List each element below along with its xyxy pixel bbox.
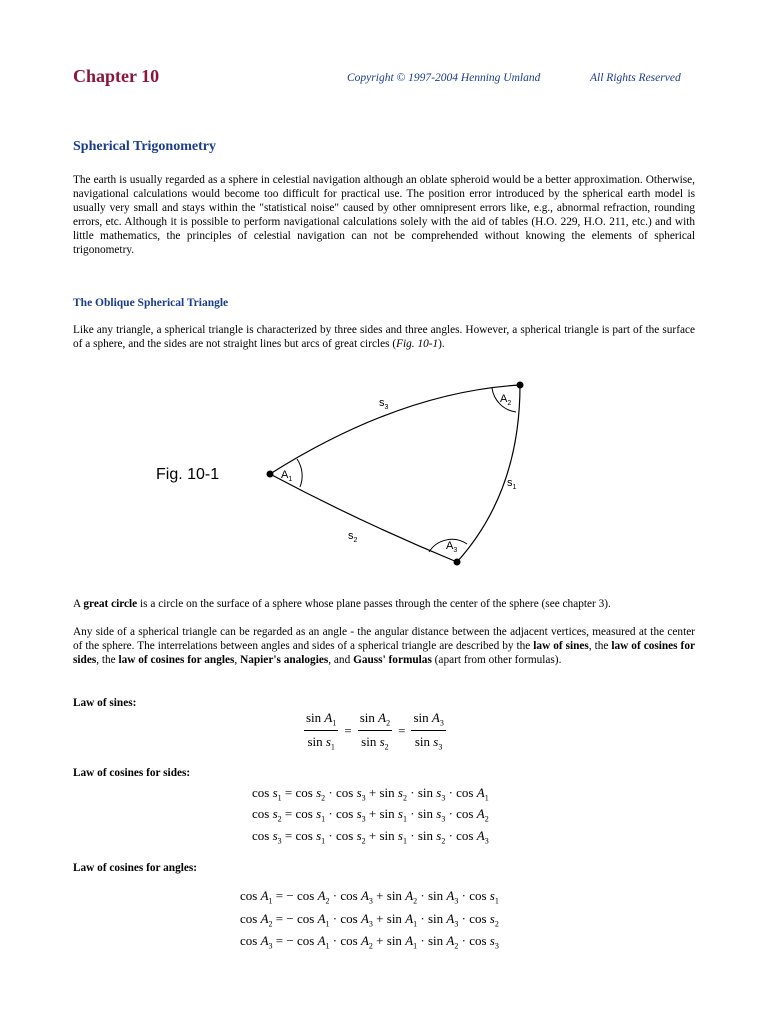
term-law-of-sines: law of sines — [533, 640, 589, 652]
law-of-cosines-sides-label: Law of cosines for sides: — [73, 767, 191, 779]
rights-notice: All Rights Reserved — [590, 72, 681, 84]
side-s3-arc — [270, 385, 520, 474]
text-run: , the — [588, 640, 612, 652]
sines-fraction-3: $\frac{\sin A_3}{\sin s_3}$ — [413, 710, 444, 752]
text-run: is a circle on the surface of a sphere whose plane passes through the center of the sphere (see chapter 3). — [137, 598, 611, 610]
term-gauss-formulas: Gauss' formulas — [353, 654, 432, 666]
sides-paragraph — [73, 625, 695, 667]
label-s2: $s_2$ — [348, 530, 358, 544]
page-header — [73, 66, 695, 94]
label-A1: $A_1$ — [281, 469, 293, 483]
sines-fraction-2: $\frac{\sin A_2}{\sin s_2}$ — [359, 710, 391, 752]
vertex-2 — [517, 382, 524, 389]
term-law-of-cosines-sides: law of cosines for sides — [73, 640, 695, 666]
figure-caption: Fig. 10-1 — [156, 466, 220, 483]
text-run: Any side of a spherical triangle can be regarded as an angle - the angular distance between the adjacent vertices, measured at the center of the sphere. The interrelations between angles and sides of a spherical triangle are described by the — [73, 626, 695, 652]
law-of-sines-formula — [300, 710, 450, 751]
text-run: , and — [328, 654, 354, 666]
text-run: , — [234, 654, 241, 666]
section-title: Spherical Trigonometry — [73, 139, 216, 154]
label-A2: $A_2$ — [500, 393, 512, 407]
cos-sides-formula-3: $\cos s_3 = \cos s_1 \cdot \cos s_2 + \sin s_1 \cdot \sin s_2 \cdot \cos A_3$ — [252, 828, 489, 846]
label-s1: $s_1$ — [507, 477, 517, 491]
law-of-cosines-angles-label: Law of cosines for angles: — [73, 862, 198, 874]
equals-sign: = — [344, 722, 352, 738]
cos-angles-formula-3: $\cos A_3$ = − $\cos A_1 \cdot \cos A_2 + \sin A_1 \cdot \sin A_2 \cdot \cos s_3$ — [240, 933, 499, 951]
cos-sides-formula-1: $\cos s_1 = \cos s_2 \cdot \cos s_3 + \sin s_2 \cdot \sin s_3 \cdot \cos A_1$ — [252, 785, 489, 803]
intro-paragraph: The earth is usually regarded as a sphere in celestial navigation although an oblate spheroid would be a better approximation. Otherwise, navigational calculations would become too difficult for practical use. The position error introduced by the spherical earth model is usually very small and stays within the "statistical noise" caused by other omnipresent errors like, e.g., abnormal refraction, rounding errors, etc. Although it is possible to perform navigational calculations solely with the aid of tables (H.O. 229, H.O. 211, etc.) and with little mathematics, the principles of celestial navigation can not be comprehended without knowing the elements of spherical trigonometry. — [73, 174, 695, 256]
cos-angles-formula-1: $\cos A_1$ = − $\cos A_2 \cdot \cos A_3 + \sin A_2 \cdot \sin A_3 \cdot \cos s_1$ — [240, 888, 499, 906]
cos-sides-formula-2: $\cos s_2 = \cos s_1 \cdot \cos s_3 + \sin s_1 \cdot \sin s_3 \cdot \cos A_2$ — [252, 806, 489, 824]
term-great-circle: great circle — [83, 598, 138, 610]
text-run: A — [73, 598, 84, 610]
sines-fraction-1: $\frac{\sin A_1}{\sin s_1}$ — [306, 710, 337, 752]
term-law-of-cosines-angles: law of cosines for angles — [118, 654, 235, 666]
great-circle-paragraph — [73, 597, 695, 611]
equals-sign: = — [398, 722, 406, 738]
text-run: Like any triangle, a spherical triangle is characterized by three sides and three angles. However, a spherical triangle is part of the surface of a sphere, and the sides are not straight lines but arcs of great circles ( — [73, 324, 695, 350]
subsection-title: The Oblique Spherical Triangle — [73, 297, 229, 309]
figure-reference: Fig. 10-1 — [396, 338, 439, 350]
side-s2-arc — [270, 474, 457, 562]
angle-A1-arc — [297, 459, 302, 487]
side-s1-arc — [457, 385, 520, 562]
spherical-triangle-figure — [150, 372, 550, 572]
vertex-3 — [454, 559, 461, 566]
term-napier-analogies: Napier's analogies — [240, 654, 329, 666]
text-run: ). — [438, 338, 445, 350]
cos-angles-formula-2: $\cos A_2$ = − $\cos A_1 \cdot \cos A_3 + \sin A_1 \cdot \sin A_3 \cdot \cos s_2$ — [240, 911, 499, 929]
law-of-sines-label: Law of sines: — [73, 697, 137, 709]
label-s3: $s_3$ — [379, 397, 389, 411]
vertex-1 — [267, 471, 274, 478]
text-run: (apart from other formulas). — [431, 654, 562, 666]
label-A3: $A_3$ — [446, 540, 458, 554]
chapter-title: Chapter 10 — [73, 66, 160, 86]
triangle-paragraph — [73, 323, 695, 351]
text-run: , the — [96, 654, 119, 666]
copyright-notice: Copyright © 1997-2004 Henning Umland — [347, 72, 541, 84]
